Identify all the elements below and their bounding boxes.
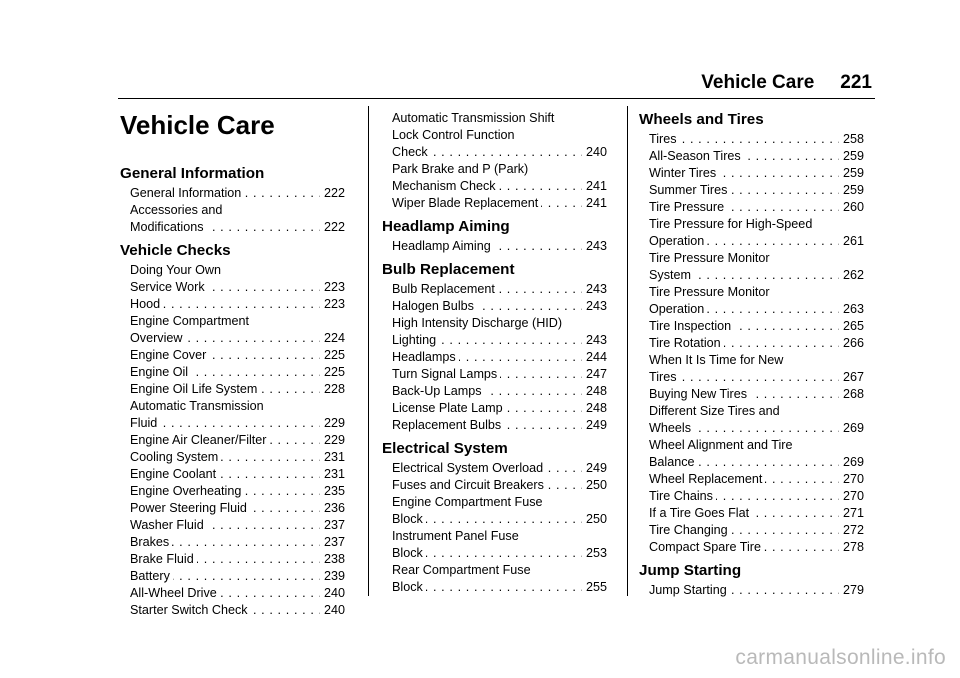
toc-entry-page: 244 — [585, 350, 607, 364]
toc-entry-page: 258 — [842, 132, 864, 146]
toc-entry[interactable] — [120, 262, 345, 296]
toc-entry-page: 269 — [842, 421, 864, 435]
toc-entry-title: Headlamp Aiming . . . — [392, 238, 582, 255]
toc-entry-page: 238 — [323, 552, 345, 566]
toc-entry-page: 247 — [585, 367, 607, 381]
toc-entry-title: Wheel Alignment and Tire Balance . . . — [649, 437, 839, 471]
toc-entry-page: 237 — [323, 518, 345, 532]
toc-entry-page: 268 — [842, 387, 864, 401]
toc-entry-title: Tire Pressure Monitor System . . . — [649, 250, 839, 284]
toc-entry-page: 248 — [585, 401, 607, 415]
toc-entry[interactable] — [120, 500, 345, 517]
toc-section — [639, 561, 864, 599]
toc-entry-page: 267 — [842, 370, 864, 384]
toc-entry[interactable] — [639, 437, 864, 471]
column-divider-2 — [627, 106, 628, 596]
toc-entry-title: Engine Coolant . . . — [130, 466, 320, 483]
toc-entry-page: 248 — [585, 384, 607, 398]
toc-entry-title: Summer Tires . . . — [649, 182, 839, 199]
toc-entry-page: 225 — [323, 365, 345, 379]
section-heading: Wheels and Tires — [639, 111, 764, 128]
toc-entry[interactable] — [639, 582, 864, 599]
toc-entry[interactable] — [382, 366, 607, 383]
section-heading: Jump Starting — [639, 562, 742, 579]
toc-entry[interactable] — [639, 471, 864, 488]
toc-entry-title: Starter Switch Check . . . — [130, 602, 320, 619]
toc-entry-title: Jump Starting . . . — [649, 582, 839, 599]
toc-entry-page: 240 — [323, 603, 345, 617]
toc-entry-title: Tire Rotation . . . — [649, 335, 839, 352]
toc-entry-page: 231 — [323, 467, 345, 481]
toc-entry-page: 259 — [842, 149, 864, 163]
toc-entry[interactable] — [120, 568, 345, 585]
toc-entry-page: 243 — [585, 333, 607, 347]
toc-entry-page: 249 — [585, 418, 607, 432]
toc-entry[interactable] — [639, 488, 864, 505]
toc-entry[interactable] — [120, 185, 345, 202]
toc-entry[interactable] — [639, 539, 864, 556]
toc-entry[interactable] — [120, 347, 345, 364]
toc-entry-page: 259 — [842, 166, 864, 180]
toc-entry-title: Tire Pressure . . . — [649, 199, 839, 216]
toc-entry[interactable] — [639, 284, 864, 318]
toc-entry-page: 253 — [585, 546, 607, 560]
toc-column-3 — [639, 110, 864, 604]
toc-entry[interactable] — [639, 318, 864, 335]
toc-entry-title: Tire Chains . . . — [649, 488, 839, 505]
toc-section — [382, 260, 607, 434]
toc-entry-page: 271 — [842, 506, 864, 520]
toc-entry-page: 269 — [842, 455, 864, 469]
toc-entry[interactable] — [120, 313, 345, 347]
toc-entry[interactable] — [639, 199, 864, 216]
section-heading: Bulb Replacement — [382, 261, 515, 278]
toc-entry-page: 222 — [323, 186, 345, 200]
toc-section — [382, 110, 607, 212]
toc-entry[interactable] — [120, 483, 345, 500]
section-heading: Electrical System — [382, 440, 508, 457]
toc-entry-title: Battery . . . — [130, 568, 320, 585]
toc-entry-page: 262 — [842, 268, 864, 282]
toc-entry[interactable] — [382, 383, 607, 400]
toc-entry[interactable] — [120, 432, 345, 449]
toc-entry-title: When It Is Time for New Tires . . . — [649, 352, 839, 386]
toc-entry-page: 250 — [585, 512, 607, 526]
toc-entry-page: 228 — [323, 382, 345, 396]
toc-entry-page: 261 — [842, 234, 864, 248]
toc-entry[interactable] — [120, 364, 345, 381]
toc-entry-title: Buying New Tires . . . — [649, 386, 839, 403]
toc-entry-title: Tire Pressure Monitor Operation . . . — [649, 284, 839, 318]
toc-entry-page: 255 — [585, 580, 607, 594]
toc-entry-title: Tires . . . — [649, 131, 839, 148]
toc-entry-page: 229 — [323, 416, 345, 430]
toc-entry-title: Tire Changing . . . — [649, 522, 839, 539]
column-divider-1 — [368, 106, 369, 596]
toc-entry-page: 241 — [585, 179, 607, 193]
toc-entry-title: Cooling System . . . — [130, 449, 320, 466]
toc-entry-page: 243 — [585, 239, 607, 253]
toc-entry-title: Winter Tires . . . — [649, 165, 839, 182]
toc-entry-title: Washer Fluid . . . — [130, 517, 320, 534]
toc-entry-page: 241 — [585, 196, 607, 210]
toc-section — [639, 110, 864, 556]
toc-entry[interactable] — [382, 315, 607, 349]
toc-section — [382, 217, 607, 255]
toc-entry-title: Engine Oil . . . — [130, 364, 320, 381]
toc-entry[interactable] — [639, 335, 864, 352]
running-header — [701, 72, 872, 94]
toc-entry-title: Electrical System Overload . . . — [392, 460, 582, 477]
toc-section — [382, 439, 607, 596]
toc-entry[interactable] — [639, 148, 864, 165]
toc-section — [120, 241, 345, 619]
toc-entry-title: General Information . . . — [130, 185, 320, 202]
watermark: carmanualsonline.info — [735, 646, 946, 669]
toc-entry-page: 235 — [323, 484, 345, 498]
toc-entry-title: Engine Cover . . . — [130, 347, 320, 364]
toc-entry-title: Automatic Transmission Fluid . . . — [130, 398, 320, 432]
toc-entry[interactable] — [120, 517, 345, 534]
toc-entry-page: 236 — [323, 501, 345, 515]
toc-entry[interactable] — [382, 349, 607, 366]
toc-entry-title: Engine Oil Life System . . . — [130, 381, 320, 398]
toc-entry[interactable] — [639, 386, 864, 403]
toc-entry-title: Brakes . . . — [130, 534, 320, 551]
toc-entry[interactable] — [120, 381, 345, 398]
toc-entry-page: 243 — [585, 299, 607, 313]
toc-entry[interactable] — [382, 281, 607, 298]
section-heading: Vehicle Checks — [120, 242, 231, 259]
toc-entry-page: 229 — [323, 433, 345, 447]
toc-entry-page: 224 — [323, 331, 345, 345]
toc-entry-title: Instrument Panel Fuse Block . . . — [392, 528, 582, 562]
toc-entry[interactable] — [382, 417, 607, 434]
toc-entry-page: 259 — [842, 183, 864, 197]
toc-entry-title: High Intensity Discharge (HID) Lighting . . . — [392, 315, 582, 349]
toc-entry-page: 222 — [323, 220, 345, 234]
toc-entry[interactable] — [382, 238, 607, 255]
toc-entry-title: License Plate Lamp . . . — [392, 400, 582, 417]
toc-entry-title: Accessories and Modifications . . . — [130, 202, 320, 236]
toc-entry-title: Tire Inspection . . . — [649, 318, 839, 335]
toc-entry-title: Different Size Tires and Wheels . . . — [649, 403, 839, 437]
toc-entry[interactable] — [639, 182, 864, 199]
toc-entry[interactable] — [382, 460, 607, 477]
toc-entry-title: Back-Up Lamps . . . — [392, 383, 582, 400]
toc-entry-title: Headlamps . . . — [392, 349, 582, 366]
toc-entry[interactable] — [382, 298, 607, 315]
toc-entry-title: All-Season Tires . . . — [649, 148, 839, 165]
toc-entry[interactable] — [382, 477, 607, 494]
toc-entry-title: Halogen Bulbs . . . — [392, 298, 582, 315]
toc-entry-page: 270 — [842, 489, 864, 503]
toc-entry[interactable] — [639, 403, 864, 437]
toc-entry-title: Bulb Replacement . . . — [392, 281, 582, 298]
section-heading: General Information — [120, 165, 265, 182]
toc-column-2 — [382, 110, 607, 601]
toc-entry[interactable] — [639, 522, 864, 539]
toc-entry[interactable] — [382, 562, 607, 596]
toc-entry[interactable] — [382, 161, 607, 195]
toc-entry-page: 243 — [585, 282, 607, 296]
toc-section — [120, 164, 345, 236]
toc-entry-page: 240 — [323, 586, 345, 600]
toc-entry-page: 223 — [323, 297, 345, 311]
toc-entry-title: Engine Air Cleaner/Filter . . . — [130, 432, 320, 449]
toc-entry[interactable] — [120, 449, 345, 466]
toc-entry-page: 279 — [842, 583, 864, 597]
toc-entry[interactable] — [382, 195, 607, 212]
toc-entry-title: Rear Compartment Fuse Block . . . — [392, 562, 582, 596]
toc-entry-page: 249 — [585, 461, 607, 475]
toc-entry[interactable] — [120, 534, 345, 551]
toc-entry[interactable] — [639, 165, 864, 182]
chapter-title: Vehicle Care — [120, 110, 275, 140]
toc-entry[interactable] — [120, 585, 345, 602]
toc-entry[interactable] — [639, 216, 864, 250]
toc-entry[interactable] — [120, 551, 345, 568]
toc-entry-page: 260 — [842, 200, 864, 214]
toc-entry-page: 223 — [323, 280, 345, 294]
toc-entry-title: Engine Compartment Overview . . . — [130, 313, 320, 347]
toc-entry-page: 270 — [842, 472, 864, 486]
toc-entry-page: 263 — [842, 302, 864, 316]
toc-entry[interactable] — [120, 466, 345, 483]
toc-entry-title: Turn Signal Lamps . . . — [392, 366, 582, 383]
toc-entry-title: Engine Overheating . . . — [130, 483, 320, 500]
toc-entry[interactable] — [639, 131, 864, 148]
toc-entry[interactable] — [120, 202, 345, 236]
toc-entry[interactable] — [639, 352, 864, 386]
toc-entry-page: 265 — [842, 319, 864, 333]
toc-entry-page: 278 — [842, 540, 864, 554]
toc-entry-title: Replacement Bulbs . . . — [392, 417, 582, 434]
toc-entry-page: 266 — [842, 336, 864, 350]
toc-entry-title: Park Brake and P (Park) Mechanism Check . . . — [392, 161, 582, 195]
toc-entry[interactable] — [382, 528, 607, 562]
toc-entry-title: All-Wheel Drive . . . — [130, 585, 320, 602]
toc-entry-title: Engine Compartment Fuse Block . . . — [392, 494, 582, 528]
toc-entry-title: Fuses and Circuit Breakers . . . — [392, 477, 582, 494]
toc-entry-title: Wheel Replacement . . . — [649, 471, 839, 488]
toc-entry[interactable] — [382, 494, 607, 528]
toc-entry[interactable] — [382, 110, 607, 161]
toc-entry-title: Wiper Blade Replacement . . . — [392, 195, 582, 212]
toc-entry-title: Power Steering Fluid . . . — [130, 500, 320, 517]
toc-entry-page: 250 — [585, 478, 607, 492]
toc-entry-page: 272 — [842, 523, 864, 537]
toc-entry[interactable] — [120, 398, 345, 432]
page-number: 221 — [840, 72, 872, 93]
toc-entry[interactable] — [382, 400, 607, 417]
toc-entry-page: 231 — [323, 450, 345, 464]
section-heading: Headlamp Aiming — [382, 218, 510, 235]
toc-entry-title: Automatic Transmission Shift Lock Control Function Check . . . — [392, 110, 582, 161]
toc-entry-title: If a Tire Goes Flat . . . — [649, 505, 839, 522]
toc-entry-page: 225 — [323, 348, 345, 362]
toc-column-1 — [120, 164, 345, 624]
toc-entry-title: Doing Your Own Service Work . . . — [130, 262, 320, 296]
toc-entry-title: Compact Spare Tire . . . — [649, 539, 839, 556]
toc-entry-page: 239 — [323, 569, 345, 583]
toc-entry-page: 237 — [323, 535, 345, 549]
toc-entry-title: Brake Fluid . . . — [130, 551, 320, 568]
toc-entry[interactable] — [639, 250, 864, 284]
toc-entry[interactable] — [639, 505, 864, 522]
toc-entry-title: Hood . . . — [130, 296, 320, 313]
running-header-section: Vehicle Care — [701, 72, 815, 93]
header-rule — [118, 98, 875, 99]
toc-entry-title: Tire Pressure for High-Speed Operation . . . — [649, 216, 839, 250]
toc-entry-page: 240 — [585, 145, 607, 159]
toc-entry[interactable] — [120, 602, 345, 619]
toc-entry[interactable] — [120, 296, 345, 313]
